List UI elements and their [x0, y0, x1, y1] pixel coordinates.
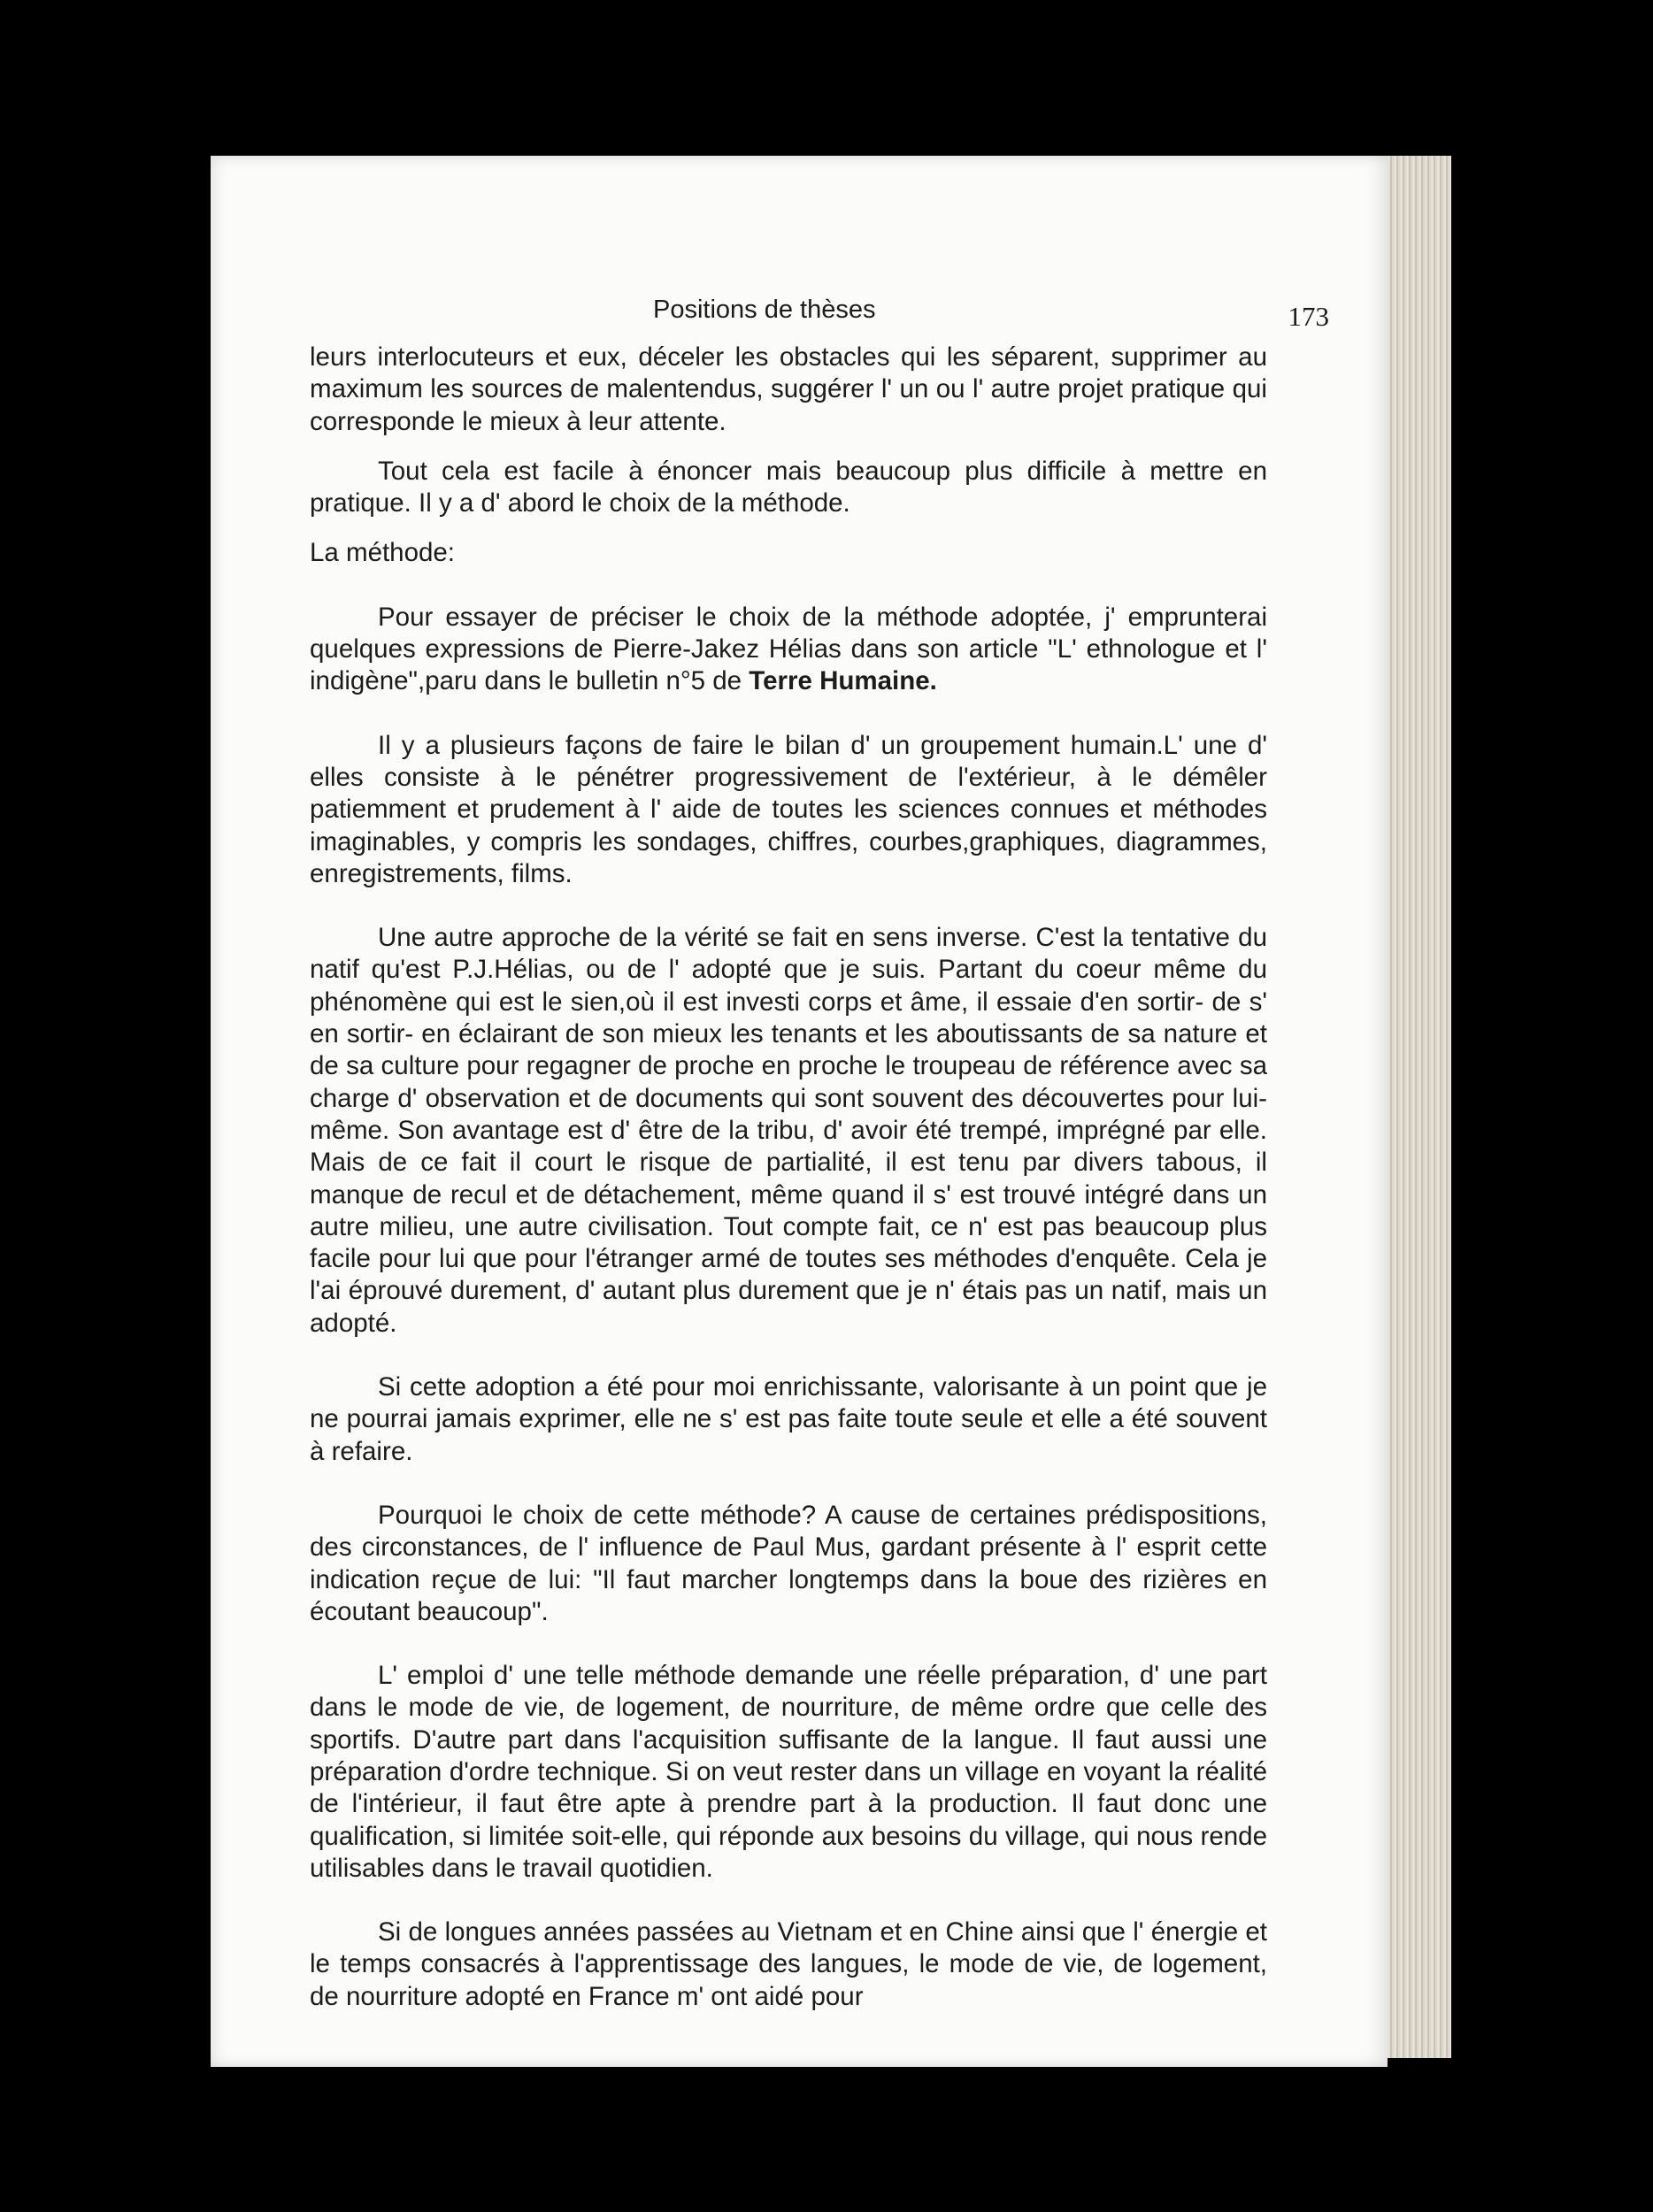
paragraph-8: L' emploi d' une telle méthode demande une réelle préparation, d' une part dans le mode de vie, de logement, de nourriture, de même ordre que celle des sportifs. D'autre part dans l'acquisition suffisante de la langue. Il faut aussi une préparation d'ordre technique. Si on veut rester dans un village en voyant la réalité de l'intérieur, il faut être apte à prendre part à la production. Il faut donc une qualification, si limitée soit-elle, qui réponde aux besoins du village, qui nous rende utilisables dans le travail quotidien. [310, 1661, 1267, 1883]
paragraph-6: Si cette adoption a été pour moi enrichissante, valorisante à un point que je ne pourrai jamais exprimer, elle ne s' est pas faite toute seule et elle a été souvent à refaire. [310, 1372, 1267, 1466]
paragraph-3-bold-title: Terre Humaine. [749, 666, 937, 696]
paragraph-1: leurs interlocuteurs et eux, déceler les obstacles qui les séparent, supprimer au maximum les sources de malentendus, suggérer l' un ou l' autre projet pratique qui corresponde le mieux à leur attente. [310, 342, 1267, 436]
book-page [211, 156, 1388, 2067]
page-stack-edge [1380, 156, 1451, 2058]
running-title: Positions de thèses [653, 296, 876, 324]
page-header [211, 296, 1388, 349]
paragraph-4: Il y a plusieurs façons de faire le bilan d' un groupement humain.L' une d' elles consiste à le pénétrer progressivement de l'extérieur, à le démêler patiemment et prudement à l' aide de toutes les sciences connues et méthodes imaginables, y compris les sondages, chiffres, courbes,graphiques, diagrammes, enregistrements, films. [310, 730, 1267, 888]
paragraph-5: Une autre approche de la vérité se fait en sens inverse. C'est la tentative du natif qu'est P.J.Hélias, ou de l' adopté que je suis. Partant du coeur même du phénomène qui est le sien,où il est investi corps et âme, il essaie d'en sortir- de s' en sortir- en éclairant de son mieux les tenants et les aboutissants de sa nature et de sa culture pour regagner de proche en proche le troupeau de référence avec sa charge d' observation et de documents qui sont souvent des découvertes pour lui-même. Son avantage est d' être de la tribu, d' avoir été trempé, imprégné par elle. Mais de ce fait il court le risque de partialité, il est tenu par divers tabous, il manque de recul et de détachement, même quand il s' est trouvé intégré dans un autre milieu, une autre civilisation. Tout compte fait, ce n' est pas beaucoup plus facile pour lui que pour l'étranger armé de toutes ses méthodes d'enquête. Cela je l'ai éprouvé durement, d' autant plus durement que je n' étais pas un natif, mais un adopté. [310, 923, 1267, 1338]
paragraph-9: Si de longues années passées au Vietnam et en Chine ainsi que l' énergie et le temps consacrés à l'apprentissage des langues, le mode de vie, de logement, de nourriture adopté en France m' ont aidé pour [310, 1917, 1267, 2011]
paragraph-3 [310, 602, 1267, 698]
section-heading: La méthode: [310, 538, 456, 568]
paragraph-3-text: Pour essayer de préciser le choix de la méthode adoptée, j' emprunterai quelques expressions de Pierre-Jakez Hélias dans son article "L' ethnologue et l' indigène",paru dans le bulletin n°5 de [310, 602, 1267, 696]
page-number: 173 [1288, 301, 1329, 332]
body-text [310, 342, 1267, 2013]
paragraph-2: Tout cela est facile à énoncer mais beaucoup plus difficile à mettre en pratique. Il y a d' abord le choix de la méthode. [310, 456, 1267, 518]
paragraph-7: Pourquoi le choix de cette méthode? A cause de certaines prédispositions, des circonstances, de l' influence de Paul Mus, gardant présente à l' esprit cette indication reçue de lui: "Il faut marcher longtemps dans la boue des rizières en écoutant beaucoup". [310, 1500, 1267, 1626]
